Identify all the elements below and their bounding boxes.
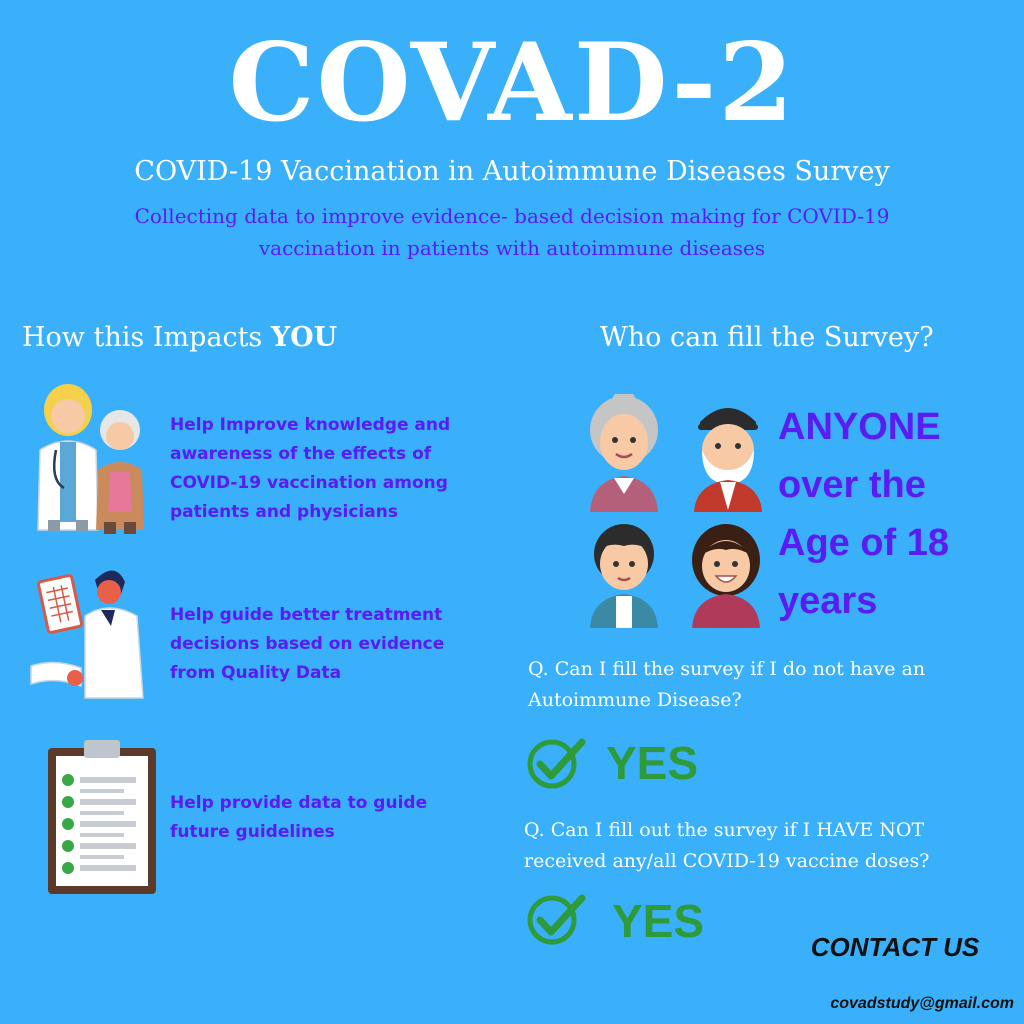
age-eligibility-line-2: over the [778,464,926,506]
impact-heading-emphasis: YOU [270,322,338,353]
faq-answer-2: YES [612,895,705,947]
who-heading: Who can fill the Survey? [600,322,934,353]
tagline-line-2: vaccination in patients with autoimmune diseases [258,236,766,260]
clipboard-checklist-icon [46,740,158,896]
avatar-elderly-woman [584,394,664,512]
impact-item-3-text [170,789,427,847]
impact-item-1-text [170,411,450,527]
faq-question-1 [528,654,925,716]
tagline-line-1: Collecting data to improve evidence- based decision making for COVID-19 [134,204,890,228]
avatar-young-woman [686,520,766,628]
impact-item-2-line-1: Help guide better treatment [170,605,443,625]
age-eligibility-line-1: ANYONE [778,406,941,448]
doctor-with-chart-illustration [25,560,150,700]
age-eligibility-line-3: Age of 18 [778,522,950,564]
faq-question-2-line-1: Q. Can I fill out the survey if I HAVE NOT [524,819,925,841]
contact-email-link[interactable]: covadstudy@gmail.com [830,995,1014,1012]
avatar-young-man [586,520,662,628]
check-circle-icon [526,892,586,946]
impact-item-1-line-2: awareness of the effects of [170,444,432,464]
faq-question-1-line-1: Q. Can I fill the survey if I do not have an [528,658,926,680]
tagline [70,200,954,264]
contact-heading: CONTACT US [810,932,980,962]
impact-item-1-line-3: COVID-19 vaccination among [170,473,448,493]
impact-item-3-line-1: Help provide data to guide [170,793,428,813]
impact-item-1-line-4: patients and physicians [170,502,398,522]
impact-heading [22,320,337,356]
age-eligibility-text [778,398,1018,630]
faq-answer-1: YES [606,737,699,789]
avatar-elderly-man [688,398,768,512]
faq-question-1-line-2: Autoimmune Disease? [528,689,742,711]
check-circle-icon [526,736,586,790]
faq-question-2 [524,815,929,877]
age-eligibility-line-4: years [778,580,878,622]
impact-heading-prefix: How this Impacts [22,322,271,353]
impact-item-2-text [170,601,444,688]
impact-item-2-line-3: from Quality Data [170,663,342,683]
doctor-with-elderly-patient-illustration [20,380,160,540]
impact-item-3-line-2: future guidelines [170,822,335,842]
faq-question-2-line-2: received any/all COVID-19 vaccine doses? [524,850,930,872]
impact-item-2-line-2: decisions based on evidence [170,634,445,654]
page-title: COVAD-2 [228,20,796,146]
page-subtitle: COVID-19 Vaccination in Autoimmune Diseases Survey [134,156,890,187]
impact-item-1-line-1: Help Improve knowledge and [170,415,451,435]
